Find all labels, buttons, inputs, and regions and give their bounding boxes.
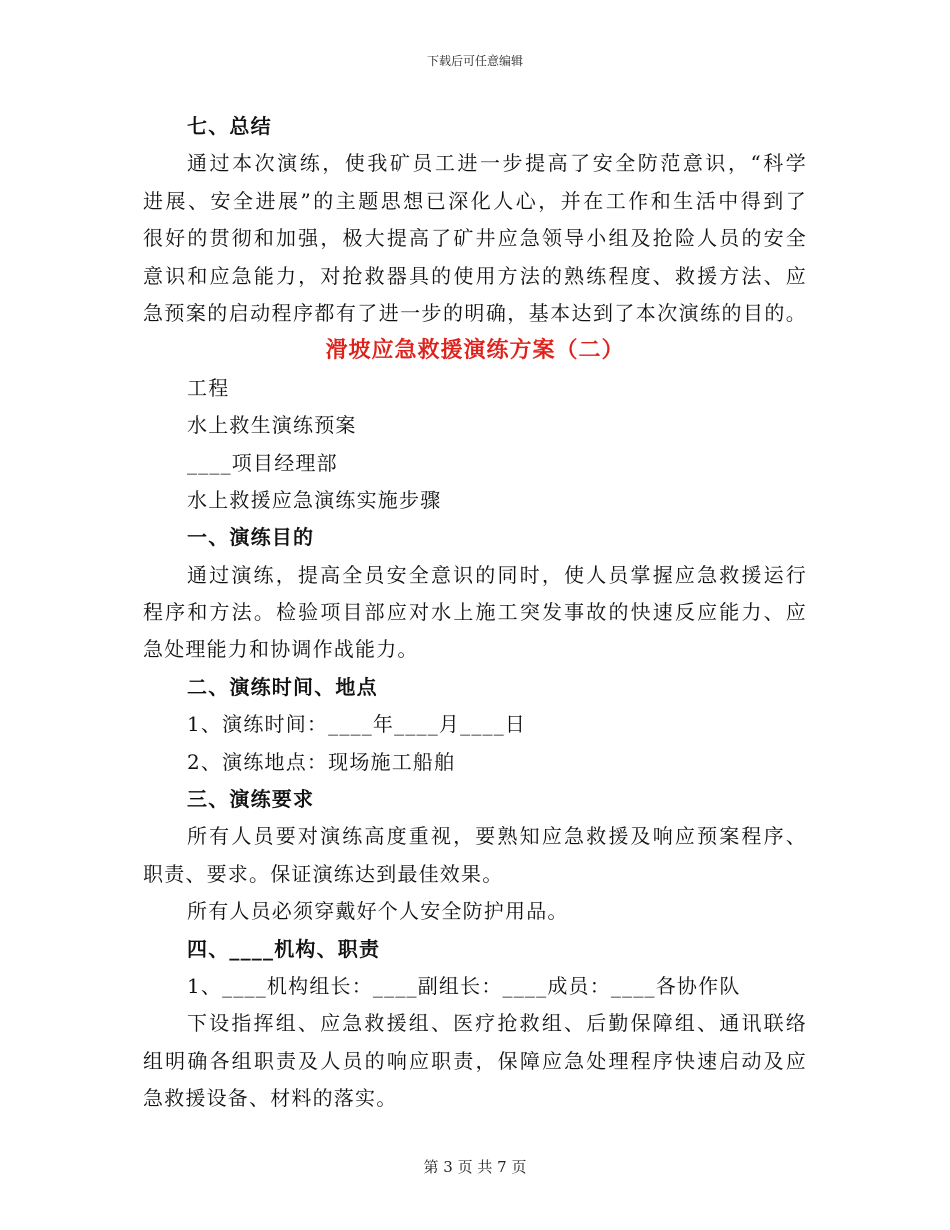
paragraph-line: 意识和应急能力，对抢救器具的使用方法的熟练程度、救援方法、应 [143,263,807,288]
paragraph-line: 1、演练时间：____年____月____日 [187,712,527,737]
document-title: 滑坡应急救援演练方案（二） [325,337,625,364]
paragraph-line: 急处理能力和协调作战能力。 [143,637,419,662]
section-heading-summary: 七、总结 [187,114,272,138]
paragraph-line: 通过演练，提高全员安全意识的同时，使人员掌握应急救援运行 [187,562,807,587]
paragraph-line: 急预案的启动程序都有了进一步的明确，基本达到了本次演练的目的。 [143,300,807,325]
paragraph-line: 下设指挥组、应急救援组、医疗抢救组、后勤保障组、通讯联络 [187,1011,807,1036]
paragraph-line: 职责、要求。保证演练达到最佳效果。 [143,861,504,886]
section-heading-organization: 四、____机构、职责 [187,936,381,961]
section-heading-time-place: 二、演练时间、地点 [187,674,378,699]
intro-line: 水上救生演练预案 [187,413,357,438]
paragraph-line: 程序和方法。检验项目部应对水上施工突发事故的快速反应能力、应 [143,600,807,625]
intro-line: 工程 [187,375,230,400]
paragraph-line: 2、演练地点：现场施工船舶 [187,749,456,774]
section-heading-purpose: 一、演练目的 [187,525,315,550]
document-body [143,108,807,1118]
page-footer: 第 3 页 共 7 页 [423,1158,527,1176]
paragraph-line: 通过本次演练，使我矿员工进一步提高了安全防范意识，“科学 [187,151,807,176]
paragraph-line: 急救援设备、材料的落实。 [143,1086,398,1111]
intro-line: ____项目经理部 [187,450,338,475]
paragraph-line: 进展、安全进展”的主题思想已深化人心，并在工作和生活中得到了 [143,188,807,213]
paragraph-line: 所有人员必须穿戴好个人安全防护用品。 [187,899,569,924]
paragraph-line: 很好的贯彻和加强，极大提高了矿井应急领导小组及抢险人员的安全 [143,226,807,251]
paragraph-line: 所有人员要对演练高度重视，要熟知应急救援及响应预案程序、 [187,824,807,849]
paragraph-line: 组明确各组职责及人员的响应职责，保障应急处理程序快速启动及应 [143,1048,807,1073]
section-heading-requirements: 三、演练要求 [187,787,315,812]
paragraph-line: 1、____机构组长：____副组长：____成员：____各协作队 [187,973,741,998]
intro-line: 水上救援应急演练实施步骤 [187,487,442,512]
page-header: 下载后可任意编辑 [426,54,523,68]
